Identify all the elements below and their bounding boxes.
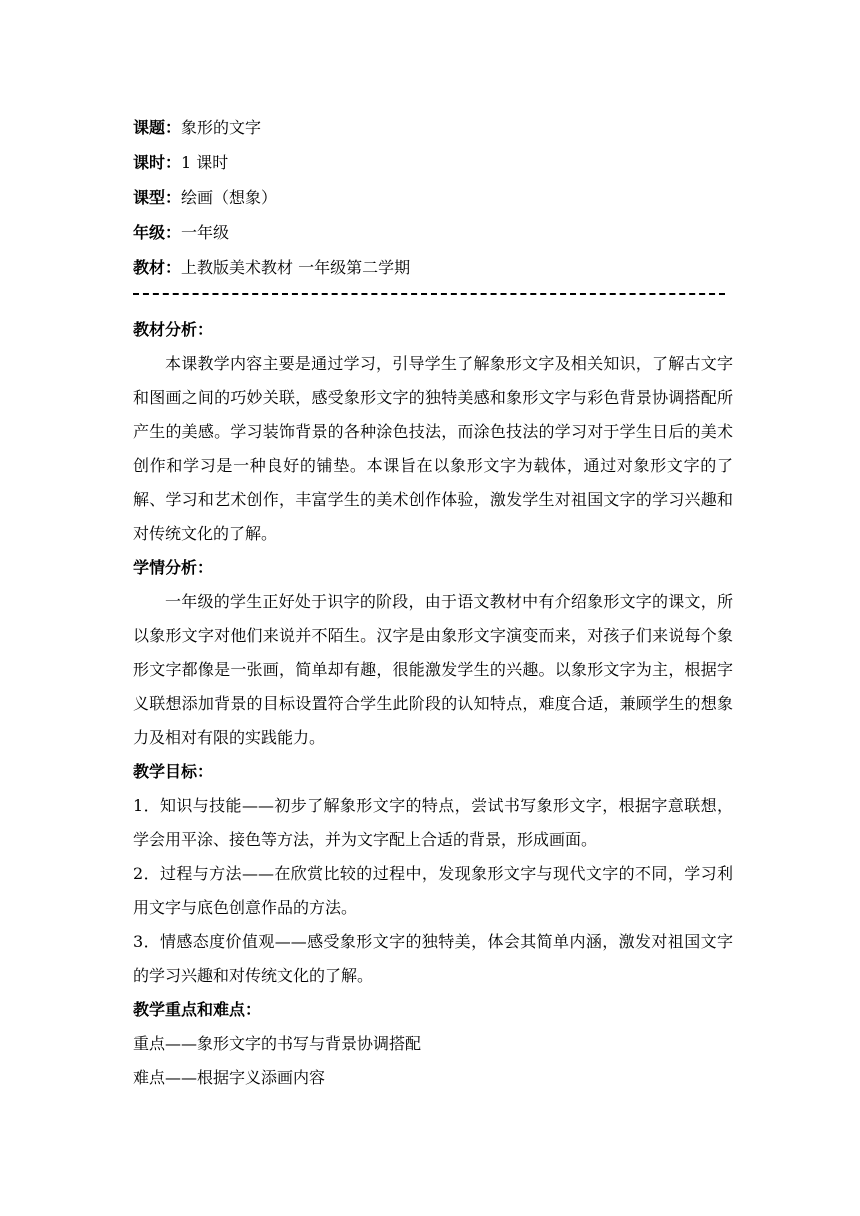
objectives-title: 教学目标： <box>133 762 214 781</box>
lesson-plan-page <box>133 110 733 1095</box>
topic-label: 课题： <box>133 118 182 137</box>
topic-line <box>133 110 733 145</box>
type-line <box>133 180 733 215</box>
material-analysis-body: 本课教学内容主要是通过学习，引导学生了解象形文字及相关知识，了解古文字和图画之间的巧妙关联，感受象形文字的独特美感和象形文字与彩色背景协调搭配所产生的美感。学习装饰背景的各种涂色技法，而涂色技法的学习对于学生日后的美术创作和学习是一种良好的铺垫。本课旨在以象形文字为载体，通过对象形文字的了解、学习和艺术创作，丰富学生的美术创作体验，激发学生对祖国文字的学习兴趣和对传统文化的了解。 <box>133 354 733 543</box>
grade-label: 年级： <box>133 223 182 242</box>
grade-line <box>133 215 733 250</box>
textbook-line <box>133 250 733 285</box>
type-value: 绘画（想象） <box>181 188 278 207</box>
objective-item-2: 2．过程与方法——在欣赏比较的过程中，发现象形文字与现代文字的不同，学习利用文字与底色创意作品的方法。 <box>133 864 733 917</box>
material-analysis-title: 教材分析： <box>133 320 214 339</box>
dashed-divider <box>133 293 725 295</box>
objective-item-1: 1．知识与技能——初步了解象形文字的特点，尝试书写象形文字，根据字意联想，学会用平涂、接色等方法，并为文字配上合适的背景，形成画面。 <box>133 796 733 849</box>
type-label: 课型： <box>133 188 182 207</box>
student-analysis-body: 一年级的学生正好处于识字的阶段，由于语文教材中有介绍象形文字的课文，所以象形文字对他们来说并不陌生。汉字是由象形文字演变而来，对孩子们来说每个象形文字都像是一张画，简单却有趣，很能激发学生的兴趣。以象形文字为主，根据字义联想添加背景的目标设置符合学生此阶段的认知特点，难度合适，兼顾学生的想象力及相对有限的实践能力。 <box>133 592 733 747</box>
difficulty-line: 难点——根据字义添画内容 <box>133 1068 326 1087</box>
textbook-value: 上教版美术教材 一年级第二学期 <box>181 258 411 277</box>
topic-value: 象形的文字 <box>181 118 262 137</box>
key-point-line: 重点——象形文字的书写与背景协调搭配 <box>133 1034 422 1053</box>
grade-value: 一年级 <box>181 223 230 242</box>
student-analysis-title: 学情分析： <box>133 558 214 577</box>
period-line <box>133 145 733 180</box>
textbook-label: 教材： <box>133 258 182 277</box>
period-value: 1 课时 <box>181 153 229 172</box>
key-points-title: 教学重点和难点： <box>133 1000 262 1019</box>
objective-item-3: 3．情感态度价值观——感受象形文字的独特美，体会其简单内涵，激发对祖国文字的学习兴趣和对传统文化的了解。 <box>133 932 733 985</box>
period-label: 课时： <box>133 153 182 172</box>
